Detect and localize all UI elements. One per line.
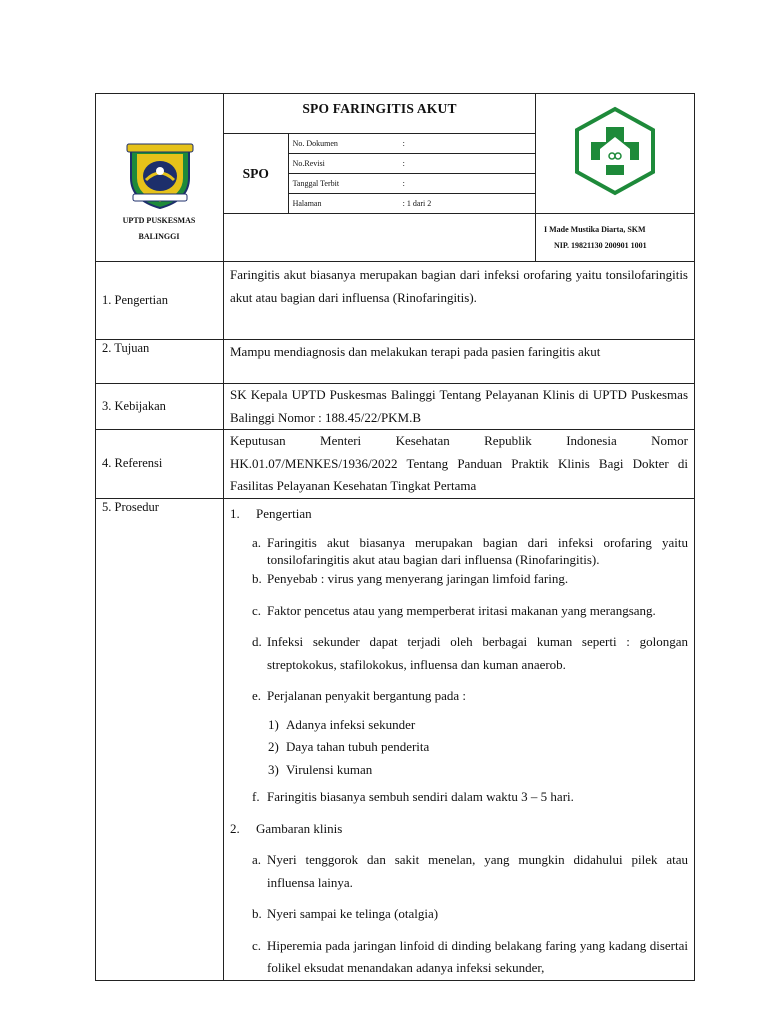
list-item: [252, 568, 688, 591]
row-text-tujuan: Mampu mendiagnosis dan melakukan terapi pada pasien faringitis akut: [224, 340, 695, 384]
row-label-prosedur: 5. Prosedur: [96, 498, 224, 980]
list-item: [252, 935, 688, 980]
document-meta: [289, 134, 535, 213]
list-marker: c.: [252, 602, 262, 618]
section-number: 1.: [230, 505, 240, 521]
list-item: [252, 600, 688, 623]
sub-item: [268, 714, 688, 737]
meta-value: :: [399, 153, 535, 173]
list-text: Perjalanan penyakit bergantung pada :: [267, 688, 467, 703]
sub-item: [268, 759, 688, 782]
sub-text: Adanya infeksi sekunder: [286, 716, 416, 732]
list-text: Faringitis akut biasanya merupakan bagian dari infeksi orofaring yaitu tonsilofaringitis akut atau bagian dari influensa (Rinofaringitis).: [267, 535, 688, 567]
signer-block: [536, 214, 695, 262]
sub-text: Daya tahan tubuh penderita: [286, 739, 430, 754]
list-item: [252, 786, 688, 809]
spo-document: [95, 93, 694, 975]
list-marker: e.: [252, 688, 262, 703]
meta-value: :: [402, 138, 405, 148]
list-item: [252, 849, 688, 894]
row-label-tujuan: 2. Tujuan: [96, 340, 224, 384]
list-text: Nyeri sampai ke telinga (otalgia): [267, 906, 439, 921]
puskesmas-logo-cell: [536, 94, 695, 214]
row-label-kebijakan: 3. Kebijakan: [96, 384, 224, 430]
list-text: Penyebab : virus yang menyerang jaringan limfoid faring.: [267, 571, 569, 586]
meta-key: Tanggal Terbit: [289, 173, 399, 193]
prosedur-content: [224, 498, 695, 980]
section-title: Gambaran klinis: [256, 820, 343, 836]
list-item: [252, 903, 688, 926]
row-label-referensi: 4. Referensi: [96, 430, 224, 499]
meta-value: :: [399, 173, 535, 193]
meta-key: No.Revisi: [289, 153, 399, 173]
blank-signature-cell: [224, 214, 536, 262]
list-marker: a.: [252, 852, 262, 867]
list-marker: f.: [252, 789, 260, 804]
section-number: 2.: [230, 820, 240, 836]
signer-nip: NIP. 19821130 200901 1001: [554, 240, 647, 250]
meta-value: : 1 dari 2: [399, 193, 535, 213]
title-block: [224, 94, 536, 214]
regency-emblem-icon: [121, 138, 199, 212]
list-text: Nyeri tenggorok dan sakit menelan, yang mungkin didahului pilek atau influensa lainya.: [267, 852, 688, 890]
puskesmas-logo-icon: [570, 105, 660, 197]
list-text: Infeksi sekunder dapat terjadi oleh berbagai kuman seperti : golongan streptokokus, stafilokokus, influensa dan kuman anaerob.: [267, 634, 688, 672]
list-item: [252, 534, 688, 568]
list-marker: c.: [252, 937, 262, 953]
org-line-1: UPTD PUSKESMAS: [122, 216, 196, 225]
list-marker: b.: [252, 571, 262, 586]
list-item: [252, 631, 688, 676]
org-line-2: BALINGGI: [138, 232, 180, 241]
list-marker: b.: [252, 906, 262, 921]
document-title: SPO FARINGITIS AKUT: [224, 94, 535, 134]
list-text: Hiperemia pada jaringan linfoid di dinding belakang faring yang kadang disertai folikel eksudat menandakan adanya infeksi sekunder,: [267, 937, 688, 975]
meta-key: Halaman: [289, 193, 399, 213]
sub-marker: 1): [268, 716, 279, 732]
section-title: Pengertian: [256, 505, 312, 521]
sub-marker: 2): [268, 739, 279, 754]
list-item: [252, 685, 688, 708]
spo-label: SPO: [224, 134, 289, 213]
org-name: [95, 205, 223, 253]
list-text: Faringitis biasanya sembuh sendiri dalam waktu 3 – 5 hari.: [267, 789, 574, 804]
sub-text: Virulensi kuman: [286, 761, 373, 777]
row-label-pengertian: 1. Pengertian: [96, 262, 224, 340]
list-marker: d.: [252, 634, 262, 649]
signer-name: I Made Mustika Diarta, SKM: [544, 224, 646, 234]
list-text: Faktor pencetus atau yang memperberat iritasi makanan yang merangsang.: [267, 602, 656, 618]
list-marker: a.: [252, 535, 262, 550]
sub-marker: 3): [268, 761, 279, 777]
meta-key: No. Dokumen: [292, 138, 338, 148]
sub-item: [268, 736, 688, 759]
row-text-pengertian: Faringitis akut biasanya merupakan bagian dari infeksi orofaring yaitu tonsilofaringitis akut atau bagian dari influensa (Rinofaringitis).: [224, 262, 695, 340]
row-text-referensi: Keputusan Menteri Kesehatan Republik Indonesia Nomor HK.01.07/MENKES/1936/2022 Tentang Panduan Praktik Klinis Bagi Dokter di Fasilitas Pelayanan Kesehatan Tingkat Pertama: [224, 430, 695, 499]
row-text-kebijakan: SK Kepala UPTD Puskesmas Balinggi Tentang Pelayanan Klinis di UPTD Puskesmas Balinggi Nomor : 188.45/22/PKM.B: [224, 384, 695, 430]
